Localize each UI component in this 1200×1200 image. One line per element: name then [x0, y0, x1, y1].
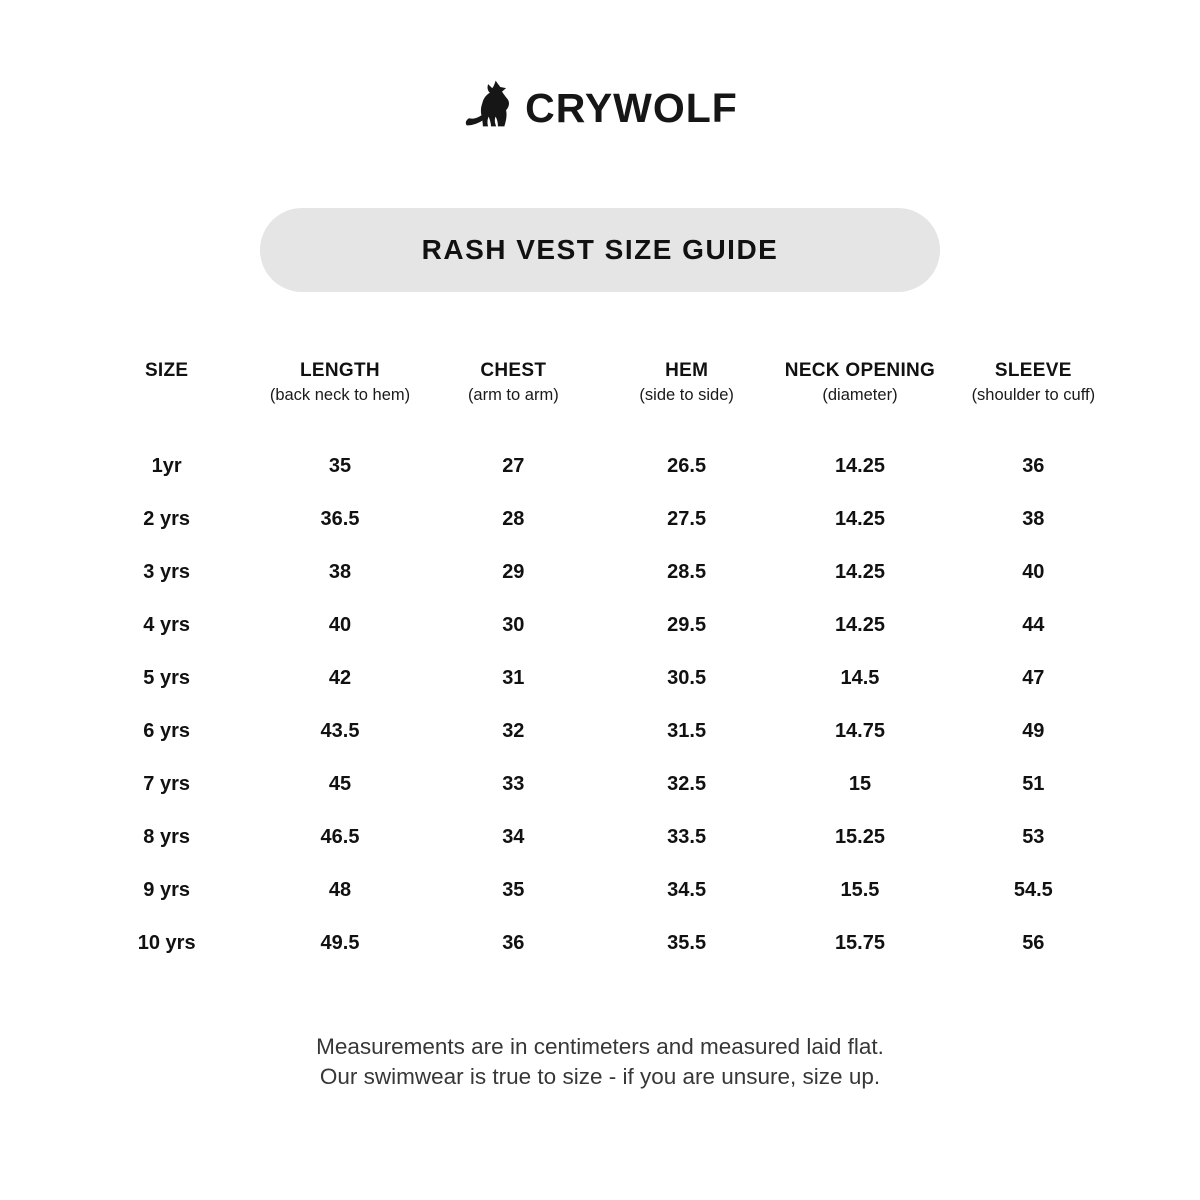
measurement-cell: 29.5: [667, 614, 707, 636]
size-cell: 6 yrs: [143, 720, 191, 742]
table-row: [80, 599, 1120, 652]
column-header: [253, 360, 426, 440]
measurement-cell: 26.5: [667, 455, 707, 477]
measurement-cell: 30: [502, 614, 525, 636]
measurement-cell: 40: [1022, 561, 1045, 583]
table-header-row: [80, 360, 1120, 440]
measurement-cell: 15: [848, 773, 872, 795]
measurement-cell: 32.5: [667, 773, 707, 795]
measurement-cell: 36.5: [320, 508, 360, 530]
brand-logo: [0, 0, 1200, 136]
measurement-cell: 14.25: [834, 455, 885, 477]
column-sublabel: (shoulder to cuff): [971, 386, 1096, 404]
measurement-cell: 54.5: [1013, 879, 1053, 901]
howling-wolf-icon: [462, 78, 520, 136]
size-table: [80, 360, 1120, 970]
measurement-cell: 27.5: [667, 508, 707, 530]
measurement-cell: 30.5: [667, 667, 707, 689]
measurement-cell: 42: [328, 667, 352, 689]
measurement-cell: 32: [502, 720, 525, 742]
column-header: [600, 360, 773, 440]
column-label: LENGTH: [300, 360, 380, 381]
measurement-cell: 28.5: [667, 561, 707, 583]
size-cell: 4 yrs: [143, 614, 191, 636]
size-cell: 10 yrs: [137, 932, 196, 954]
measurement-cell: 51: [1022, 773, 1045, 795]
table-row: [80, 705, 1120, 758]
measurement-cell: 38: [328, 561, 352, 583]
size-cell: 1yr: [151, 455, 182, 477]
measurement-cell: 29: [502, 561, 525, 583]
measurement-cell: 35: [328, 455, 352, 477]
table-row: [80, 811, 1120, 864]
measurement-cell: 38: [1022, 508, 1045, 530]
table-header: [80, 360, 1120, 440]
measurement-cell: 36: [502, 932, 525, 954]
measurement-cell: 49.5: [320, 932, 360, 954]
measurement-cell: 14.25: [834, 508, 885, 530]
footer-line-2: Our swimwear is true to size - if you are unsure, size up.: [319, 1064, 881, 1089]
measurement-cell: 14.5: [840, 667, 880, 689]
measurement-cell: 14.75: [834, 720, 885, 742]
size-cell: 9 yrs: [143, 879, 191, 901]
measurement-cell: 40: [328, 614, 352, 636]
column-label: NECK OPENING: [784, 360, 936, 381]
measurement-cell: 33: [502, 773, 525, 795]
measurement-cell: 45: [328, 773, 352, 795]
measurement-cell: 56: [1022, 932, 1045, 954]
measurement-cell: 31: [502, 667, 525, 689]
measurement-cell: 53: [1022, 826, 1045, 848]
measurement-cell: 43.5: [320, 720, 360, 742]
measurement-cell: 31.5: [667, 720, 707, 742]
footer-note: [0, 1032, 1200, 1092]
size-guide-banner: [260, 208, 940, 292]
measurement-cell: 47: [1022, 667, 1045, 689]
column-sublabel: (back neck to hem): [269, 386, 411, 404]
measurement-cell: 34.5: [667, 879, 707, 901]
brand-name: CRYWOLF: [525, 85, 738, 131]
table-row: [80, 440, 1120, 493]
column-sublabel: (diameter): [822, 386, 898, 404]
measurement-cell: 49: [1022, 720, 1045, 742]
table-row: [80, 546, 1120, 599]
column-sublabel: (side to side): [639, 386, 734, 404]
measurement-cell: 27: [502, 455, 525, 477]
size-cell: 5 yrs: [143, 667, 191, 689]
measurement-cell: 15.25: [834, 826, 885, 848]
size-cell: 3 yrs: [143, 561, 191, 583]
table-row: [80, 864, 1120, 917]
table-body: [80, 440, 1120, 970]
measurement-cell: 48: [328, 879, 352, 901]
column-label: CHEST: [480, 360, 547, 381]
column-sublabel: (arm to arm): [467, 386, 559, 404]
measurement-cell: 35: [502, 879, 525, 901]
measurement-cell: 14.25: [834, 561, 885, 583]
table-row: [80, 493, 1120, 546]
measurement-cell: 34: [502, 826, 525, 848]
column-header: [947, 360, 1120, 440]
column-label: SIZE: [144, 360, 189, 381]
column-header: [773, 360, 946, 440]
measurement-cell: 14.25: [834, 614, 885, 636]
table-row: [80, 917, 1120, 970]
size-cell: 8 yrs: [143, 826, 191, 848]
column-label: SLEEVE: [994, 360, 1072, 381]
banner-title: RASH VEST SIZE GUIDE: [421, 234, 779, 265]
size-cell: 2 yrs: [143, 508, 191, 530]
size-cell: 7 yrs: [143, 773, 191, 795]
measurement-cell: 44: [1022, 614, 1045, 636]
measurement-cell: 15.75: [834, 932, 885, 954]
column-header: [80, 360, 253, 440]
measurement-cell: 46.5: [320, 826, 360, 848]
measurement-cell: 36: [1022, 455, 1045, 477]
footer-line-1: Measurements are in centimeters and measured laid flat.: [316, 1034, 884, 1059]
column-header: [427, 360, 600, 440]
column-label: HEM: [665, 360, 709, 381]
measurement-cell: 28: [502, 508, 525, 530]
table-row: [80, 652, 1120, 705]
table-row: [80, 758, 1120, 811]
measurement-cell: 33.5: [667, 826, 707, 848]
measurement-cell: 15.5: [840, 879, 880, 901]
measurement-cell: 35.5: [667, 932, 707, 954]
